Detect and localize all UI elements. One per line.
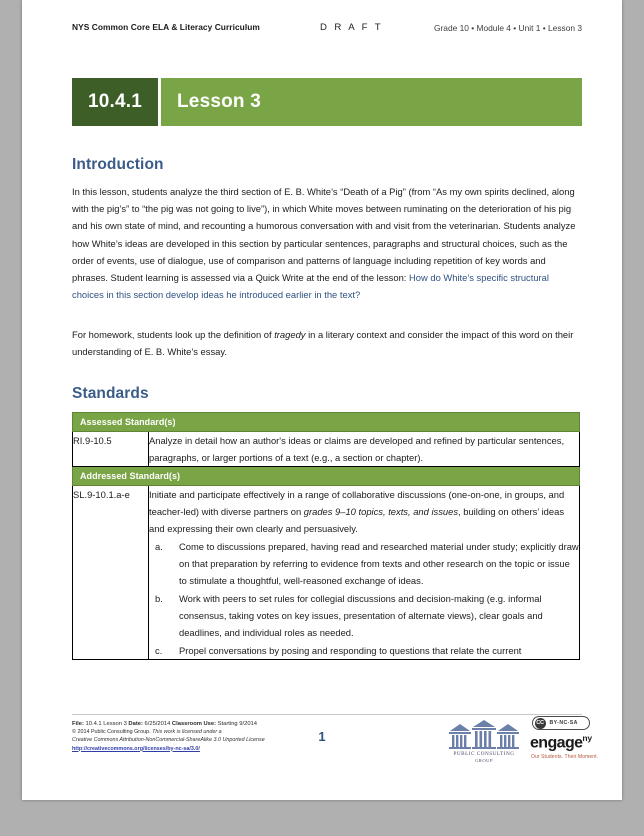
assessed-standards-header-row: [73, 413, 580, 432]
footer-divider: [72, 714, 582, 715]
pcg-columns-icon: [446, 718, 522, 752]
public-consulting-group-logo: [446, 718, 522, 766]
engageny-ny-mark: ny: [582, 733, 592, 743]
standard-subitem-list: [149, 538, 579, 659]
pcg-label-line-2: GROUP: [474, 758, 494, 763]
standard-description: [149, 486, 580, 660]
homework-term-italic: tragedy: [274, 329, 306, 340]
quick-write-prompt: How do White’s specific structural choices in this section develop ideas he introduced earlier in the text?: [72, 272, 549, 301]
standards-table: [72, 412, 580, 660]
creative-commons-link[interactable]: http://creativecommons.org/licenses/by-nc-sa/3.0/: [72, 745, 200, 752]
footer-license-line-1: This work is licensed under a: [152, 729, 222, 736]
page-number: 1: [318, 729, 326, 744]
lesson-title-banner: [72, 78, 582, 126]
standard-code: SL.9-10.1.a-e: [73, 486, 149, 660]
list-item: [149, 590, 579, 641]
lesson-number: 10.4.1: [72, 78, 158, 126]
homework-text-part-1: For homework, students look up the definition of: [72, 329, 275, 340]
footer-line-file: [72, 720, 322, 728]
pcg-label-line-1: PUBLIC CONSULTING: [453, 751, 515, 757]
addressed-standards-header-label: Addressed Standard(s): [73, 467, 580, 486]
footer-value-date: 6/25/2014: [142, 721, 172, 727]
introduction-paragraph-2: [72, 326, 580, 360]
list-item: [149, 642, 579, 659]
list-item-marker: a.: [155, 541, 163, 552]
engageny-wordmark: engage: [530, 734, 583, 752]
list-item-text: Come to discussions prepared, having read and researched material under study; explicitly draw on that preparation by referring to evidence from texts and other research on the topic or issue to stimulate a thoughtful, well-reasoned exchange of ideas.: [179, 541, 579, 586]
intro-text-main: In this lesson, students analyze the third section of E. B. White’s “Death of a Pig” (from “As my own spirits declined, along with the pig’s” to “the pig was not going to live”), in which White moves between ruminating on the deterioration of his pig and his own state of mind, and recounting a humorous conversation with and visit from the veterinarian. Students analyze how White’s ideas are developed in this section by particular sentences, paragraphs and structural choices, such as the order of events, use of dialogue, use of comparison and patterns of language including repetition of key words and phrases. Student learning is assessed via a Quick Write at the end of the lesson:: [72, 186, 576, 284]
table-row: [73, 432, 580, 467]
running-head: [72, 22, 582, 36]
engageny-tagline: Our Students. Their Moment.: [531, 754, 599, 760]
footer-label-classroom-use: Classroom Use:: [171, 721, 217, 727]
standard-intro-italic: grades 9–10 topics, texts, and issues: [303, 506, 459, 517]
homework-text-part-2: in a literary context and consider the impact of this word on their understanding of E. B. White’s essay.: [72, 329, 574, 358]
introduction-heading: Introduction: [72, 156, 164, 173]
running-head-left: NYS Common Core ELA & Literacy Curriculum: [72, 22, 260, 32]
addressed-standards-header-row: [73, 467, 580, 486]
footer-label-date: Date:: [128, 721, 143, 727]
document-page: [22, 0, 622, 800]
list-item-text: Propel conversations by posing and responding to questions that relate the current: [179, 645, 522, 656]
footer-logos: [446, 716, 606, 768]
standard-code: RI.9-10.5: [73, 432, 149, 467]
standard-description: Analyze in detail how an author's ideas or claims are developed and refined by particular sentences, paragraphs, or larger portions of a text (e.g., a section or chapter).: [149, 432, 580, 467]
standards-table-clip: [72, 412, 580, 700]
footer-label-file: File:: [72, 721, 84, 727]
creative-commons-license-code: BY-NC-SA: [549, 720, 578, 726]
footer-value-file: 10.4.1 Lesson 3: [83, 721, 129, 727]
running-head-draft-label: D R A F T: [320, 22, 384, 33]
standard-intro-part-1: Initiate and participate effectively in a range of collaborative discussions (one-on-one, in groups, and teacher-led) with diverse partners on: [149, 489, 565, 517]
table-row: [73, 486, 580, 660]
creative-commons-icon: CC: [535, 718, 546, 729]
running-head-right: Grade 10 • Module 4 • Unit 1 • Lesson 3: [434, 23, 582, 33]
introduction-paragraph-1: [72, 183, 580, 303]
footer-license-line-2: Creative Commons Attribution-NonCommercial-ShareAlike 3.0 Unported License: [72, 737, 265, 744]
engageny-logo: [530, 733, 592, 752]
standards-heading: Standards: [72, 385, 149, 402]
lesson-title: Lesson 3: [161, 78, 582, 126]
creative-commons-badge: [532, 716, 590, 730]
list-item-marker: b.: [155, 593, 163, 604]
list-item-marker: c.: [155, 645, 163, 656]
standard-intro-part-2: , building on others’ ideas and expressing their own clearly and persuasively.: [149, 506, 565, 534]
list-item-text: Work with peers to set rules for collegial discussions and decision-making (e.g. informal consensus, taking votes on key issues, presentation of alternate views), clear goals and deadlines, and individual roles as needed.: [179, 593, 543, 638]
footer-copyright: © 2014 Public Consulting Group.: [72, 729, 153, 736]
list-item: [149, 538, 579, 589]
assessed-standards-header-label: Assessed Standard(s): [73, 413, 580, 432]
footer-value-classroom-use: Starting 9/2014: [216, 721, 257, 727]
